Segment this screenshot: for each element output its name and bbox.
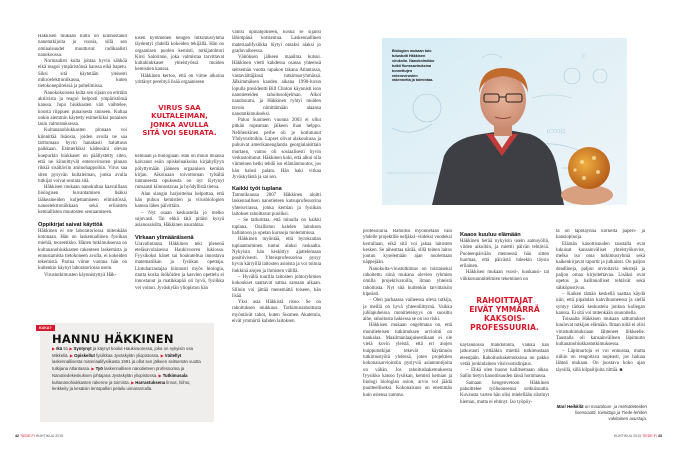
pullquote-line: KAKSOIS- xyxy=(483,314,526,323)
body-paragraph: Paluu Suomeen vuonna 2003 ei ollut pitkän rupeaman jälkeen ihan helppo. Nelihenkinen perhe oli jo kotiutunut Yhdysvaltoihin. Lapset olivat alakoulussa ja puhuivat amerikanenglantia georgialaisittain murtaen, vaimo oli sosiaalisesti hyvin verkostoitunut. Häkkinen koki, että alkoi olla viimeinen hetki tehdä iso elämänmuutos, jos hän halusi palata. Hän haki virkaa Jyväskylästä ja sai sen. xyxy=(232,118,321,180)
body-paragraph: Häkkisen mukaan kulta on kiinnostanut nanotutkijoita jo vuosia, sillä sen ominaisuudet muuttuvat radikaalisti nanokoossa. xyxy=(38,34,127,58)
pullquote-line: SITÄ VOI SEURATA. xyxy=(142,129,217,138)
body-paragraph: Elämän kaoottisuuden taustalla ovat lukuisat kansainväliset yhteistyökuviot, melko iso oma tutkimusryhmä sekä kaikenkirjavat raportit ja julkaisut. On paljon deadlineja, paljon arvioitavia tekstejä ja paljon omaa kirjoitettavaa. Lisäksi ovat opetus ja hallinnolliset tehtävät sekä sähköpostivuo. xyxy=(556,241,645,291)
issue-right: HUHTIKUU 2015 xyxy=(613,434,642,438)
fact-label: Ikä xyxy=(56,346,63,351)
body-paragraph: Häkkinen herää nykyisin usein aamuyöllä, viiden aikoihin, ja miettii päivän tehtäviä. Puoleenpäivään mennessä hän sitten huomaa, että päivästä tuleekin täysin erilainen. xyxy=(460,239,549,270)
pullquote-left xyxy=(135,104,224,138)
body-paragraph: Kultananohiukkasten pinnaan voi kiinnittää lisäosia, joiden avulla ne saa tarttumaan hyvin hanakasti haluttuun paikkaan. Esimerkiksi kädessäni olevan koepurkin hiukkaset on päällystetty siten, että ne kiinnittyvät enterovirusten pinnan rikkiä sisältäviin aminohappoihin. Virus saa siten pysyvän kultaleiman, jonka avulla tutkijat voivat seurata sitä. xyxy=(38,128,127,184)
body-paragraph: Häkkisen mukaan ongelmana on, että monitieteisen tutkimuksen arviointi on hankalaa. Maailmanlaajuisestikaan ei ole vielä kovin yleistä, että eri alojen huippututkijat tekevät käytännön tutkimustyötä yhdessä, joten projektien kokonaisarviointiin pystyviä asiantuntijoita on vähän. Jos rahoitushakemuksesta fyysikko katsoo fysiikan, kemisti kemian ja biologi biologian osion, arvio voi jäädä puutteelliseksi. Kokonaisuus on enemmän kuin osiensa summa. xyxy=(363,323,452,398)
arrow-icon: ▶ xyxy=(69,346,74,351)
left-column-2-bottom xyxy=(135,154,224,320)
body-paragraph: – Läpimurtoja ei voi ennustaa, mutta niihin on reagoitava nopeasti, jos haluaa lähteä mukaan. On juostava koko ajan täysillä, sillä kilpailijoita riittää. ■ xyxy=(556,348,645,373)
fact-label: Opiskellut xyxy=(74,352,95,358)
body-paragraph: tä on täpötäynnä korkeita paperi- ja kansiopinoja. xyxy=(556,229,645,241)
fact-label: Syntynyt xyxy=(73,346,92,351)
arrow-icon: ▶ xyxy=(160,352,165,358)
body-paragraph: Häkkisen mukaan vuosi-, kuukausi- tai viikkosuunnitelmien tekeminen on xyxy=(460,270,549,282)
profile-tag: KUKA? xyxy=(36,325,55,331)
fact-label: Väitellyt xyxy=(164,352,182,358)
fact-label: Harrastuksena xyxy=(135,379,166,385)
arrow-icon: ▶ xyxy=(91,366,96,372)
body-paragraph: Normaalisti kulta johtaa hyvin sähköä eikä reagoi ympäristönsä kanssa eikä hapetu. Siksi sitä käytetään yleisesti mikroelektroniikassa, kuten tietokonepiireissä ja puhelimissa. xyxy=(38,59,127,90)
body-paragraph: – Hyvällä tuurilla laitosten johtoryhmien kokoukset saattavat sattua samaan aikaan. Silloin voi jättää menemättä toiseen, hän lisää. xyxy=(232,274,321,299)
body-paragraph: Toisaalta Häkkisen mukaan sattumukset kuuluvat tutkijan elämään. Ilman niitä ei olisi virustutkimuksiaan lähteneet liikkeelle. Taustalla oli kansainvälinen läpimurto kultananohiukkastutkimuksessa. xyxy=(556,317,645,348)
pullquote-right xyxy=(460,296,549,332)
arrow-icon: ▶ xyxy=(69,352,75,358)
body-paragraph: Häkkinen ei ole laboratoriossa mitenkään kotonaan. Hän on laskennallinen fysiikan miehiä, teoreetikko. Hänen tutkimuksensa on kultananohiukkasten rakenteen laskemista ja ennustamista tietokoneen avulla, ei kokeiden tekemistä. Parina viime vuonna hän on kuitenkin käynyt laboratoriossa usein. xyxy=(38,228,127,272)
profile-facts xyxy=(52,346,207,393)
body-paragraph: Nanokokoisena kulta sen sijaan on erittäin aktiivista ja reagoi helposti ympäristönsä kanssa. Jopa hiukkasten väri vaihtelee, koosta riippuen punaisesta siniseen. Kultaa onkin aiemmin käytetty esimerkiksi punaisen lasin valmistuksessa. xyxy=(38,90,127,128)
footer-left xyxy=(15,434,63,438)
body-paragraph: Yksi asia Häkkistä risoo. Se on rahoituksen niukkuus. Tutkimusrahoitusta myöntävät tahot, kuten Suomen Akatemia, eivät ymmärrä kahden laitoksen xyxy=(232,300,321,325)
body-paragraph: Häkkinen kertoo, että on viime aikoina yrittänyt perehtyä lisää orgaaniseen xyxy=(135,73,224,86)
body-paragraph: professuuria. Rahoitus myönnetään vain yhdelle projektille neljäksi–viideksi vuodeksi kerrallaan, eikä sitä voi jakaa laitosten kesken. Se aiheuttaa närää, sillä toinen laitos joutuu kyselemään ajan nuolemaan näppejään. xyxy=(363,229,452,266)
body-paragraph: Häkkinen myöntää, että byrokratian tuplaantuminen tuntui aluksi raskaalta. Nykyisin hän keskittyy ajattelemaan positiivisesti. Yhteisprofessorina pysyy hyvin kärryillä laitosten asioista ja voi toimia linkkinä alojen ja ihmisten välillä. xyxy=(232,237,321,274)
right-column-2-top xyxy=(460,227,549,285)
left-column-3 xyxy=(232,30,321,422)
author-name: Mari Heikkilä xyxy=(556,404,584,409)
body-paragraph: Väitöksen jälkeen maailma kutsui. Häkkinen vietti kahdessa osassa yhteensä seitsemän vuotta rapakon takana Atlantassa, vastaväittäjänsä tutkimusryhmässä. Jälkimmäisen kauden aikana 1990-luvun lopulla presidentti Bill Clinton käynnisti ison nanotieteiden rahoitusohjelman. Alkoi nanobuumi, ja Häkkinen ryhtyi muiden tavoin nimittämään alaansa nanotutkimukseksi. xyxy=(232,55,321,117)
left-column-1 xyxy=(38,34,127,312)
pullquote-line: JONKA AVULLA xyxy=(150,120,209,129)
svg-text:(CO3)2: (CO3)2 xyxy=(547,129,566,135)
body-paragraph: Samaan hengenvetoon Häkkinen pahoittelee työhuoneensa sotkuisuutta. Kuvausta varten hän olisi mielellään siistinyt hieman, mutta ei ehtinyt. Iso työpöy- xyxy=(460,380,549,405)
body-paragraph: – Kaiken tämän keskellä saattaa käydä niin, että pipahdan kahvihuoneessa ja siellä syntyy tärkeä keskustelu jonkun kollegan kanssa. Ei sitä voi mitenkään suunnitella. xyxy=(556,291,645,316)
body-paragraph: – Se tarkoittaa, että minulla on kaikki tuplana. Osallistun kahden laitoksen hallintoon ja opetan kursseja molemmissa. xyxy=(232,218,321,236)
arrow-icon: ▶ xyxy=(131,379,136,385)
right-column-1 xyxy=(363,229,452,431)
footer-right xyxy=(614,434,662,438)
issue-left: HUHTIKUU 2015 xyxy=(35,434,64,438)
right-column-2-bottom xyxy=(460,343,549,425)
body-paragraph: – Nyt osaan keskustella jo melko sujuvasti. Tai ehkä tätä pitäisi kysyä asianosaisilta, Häkkinen naurahtaa. xyxy=(135,210,224,229)
body-paragraph: Uravalintansa Häkkinen teki pienenä eteläsavolaisessa Haukivuoren lukiossa. Fyysikoksi hänet sai houkuteltua innostava matematiikan ja fysiikan opettaja. Lintuharrastajaa kiinnosti myös biologia, mutta koska ötököiden ja kasvien opettelu ei innostanut ja matikkapää oli hyvä, fysiikka vei voiton. Jyväskylän yliopiston hän xyxy=(135,241,224,291)
body-paragraph: käytännössä mahdotonta, vaikka hän jatkuvasti yrittääkin miettiä tutkimustaan eteenpäin. Rahoitushakemuksissa on pakko vetää jonkinlainen viisivuotislinjaus. xyxy=(460,343,549,367)
section-heading: Oppikirjat saivat käyttöä xyxy=(38,221,103,228)
pullquote-line: EIVÄT YMMÄRRÄ xyxy=(469,305,540,314)
body-paragraph: – Olen parhaassa vaiheessa oleva tutkija, ja meillä on hyvä yhteenliittymä. Vaikka juhlapuheissa monitieteisyys on suosittu aihe, rahoitusta hakiessa se on iso riski. xyxy=(363,298,452,323)
pullquote-line: VIRUS SAA xyxy=(158,104,201,112)
body-paragraph: Tammikuussa 2007 Häkkinen aloitti laskennallisen nanotieteen kutsuprofessorina yhteisvirassa, jonka kemian ja fysiikan laitokset rahoittavat puoliksi. xyxy=(232,193,321,218)
fact-text: laskennallisesta materiaalifysiikasta 1991 ja ollut sen jälkeen seitsemän vuotta tutkijana Atlantassa. xyxy=(52,359,201,372)
body-paragraph: Nanokulta-virustutkimus on toistaiseksi rahoitettu siinä mukana olevien ryhmien omilla projektivaroilla, ilman yhteistä rahoitusta. Nyt sitä kuitenkin tarvittaisiin kipeästi. xyxy=(363,266,452,297)
body-paragraph: valitsi opinahjokseen, koska se sijaitsi lähimpänä kotiseutua. Laskennallinen materiaalifysiikka löytyi omaksi alaksi jo graduvaiheessa. xyxy=(232,30,321,54)
fact-label: Tutkimusala xyxy=(162,372,188,378)
right-column-3 xyxy=(556,229,645,395)
body-paragraph: kemiaan ja biologiaan. Hän on muun muassa kaivanut esiin opiskeluaikoina kirjahyllyyn pölyttymään jääneen orgaanisen kemian kirjan. Aikoinaan toivottoman tylsältä tuntuneesta opuksesta on nyt löytynyt runsaasti kiinnostavaa ja hyödyllistä tietoa. xyxy=(135,154,224,191)
fact-text: ja käynyt koulut Haukivuoressa, joka on nykyisin osa Mikkeliä. xyxy=(52,346,193,358)
svg-text:C: C xyxy=(582,54,587,60)
author-byline xyxy=(556,404,647,422)
fact-text: laskennallisen nanotieteen professorina ja Nanotiedekeskuksen johtajana Jyväskylän yliopistossa. xyxy=(52,366,185,378)
fact-text: linnut, hiihto, lenkkeily ja kesäisin lentopallon pelailu uimarannalla. xyxy=(52,379,191,392)
author-bio: on maatalous- ja metsätieteiden lisensiaatti, toimittaja ja Tiede-lehden vakituinen avustaja. xyxy=(575,404,647,421)
profile-name: HANNU HÄKKINEN xyxy=(52,332,174,346)
pullquote-line: PROFESSUURIA. xyxy=(470,323,539,332)
magazine-name-left: TIEDE.FI xyxy=(19,434,35,438)
body-paragraph: Häkkisen mukaan nanokultaa kaavaillaan biologisen kuvantamisen lisäksi lääkeaineiden kuljettamiseen elimistössä, nanoelektroniikkaan sekä erilaisten kemiallisten muutosten seuraamiseen. xyxy=(38,185,127,216)
page-number-left: 42 xyxy=(15,434,19,438)
fact-label: Työ xyxy=(95,366,103,372)
page-number-right: 43 xyxy=(658,434,662,438)
body-paragraph: kisen kymmenen hengen tutkimusryhmä täydentyi yhdellä kokeiden tekijällä. Hän on orgaanisen puolen kemisti, tutkijatohtori Kirsi Salorinne, joka valmistaa tarvittavat kultahiukkaset yhteistyössä muiden kemistien kanssa. xyxy=(135,36,224,73)
arrow-icon: ▶ xyxy=(158,372,163,378)
section-heading: Kaaos kuuluu elämään xyxy=(460,232,521,238)
body-paragraph: Alan slangin harjoittelua helpottaa, että hän puhuu kemistien ja virusbiologien kanssa lähes päivittäin. xyxy=(135,191,224,210)
profile-box xyxy=(40,323,214,422)
body-paragraph: Virustutkimusten käynnistyttyä Häk- xyxy=(44,272,117,278)
pullquote-line: KULTALEIMAN, xyxy=(151,112,208,121)
arrow-icon: ▶ xyxy=(52,346,57,351)
photo-caption: Biologien mukaan tulo tutustutti Häkkisen viruksiin. Nanokolmikko tutkii flunssaviruksina tunnettujen enterovirusten rakennetta ja toimintaa. xyxy=(392,49,435,83)
body-paragraph: – Ehkä olen huono hallitsemaan aikaa. Sallin tietyn kaoottisuuden tässä hommassa. xyxy=(460,368,549,380)
fact-text: 51 xyxy=(63,346,69,351)
magazine-name-right: TIEDE.FI xyxy=(642,434,657,438)
left-column-2-top xyxy=(135,36,224,94)
section-heading: Kaikki työt tuplana xyxy=(232,186,282,193)
pullquote-line: RAHOITTAJAT xyxy=(476,296,533,305)
section-heading: Virkaan ylimääräisenä xyxy=(135,234,194,241)
fact-text: kultananohiukkasten rakenne ja toiminta. xyxy=(52,379,130,385)
fact-text: fysiikkaa Jyväskylän yliopistossa. xyxy=(96,352,160,358)
